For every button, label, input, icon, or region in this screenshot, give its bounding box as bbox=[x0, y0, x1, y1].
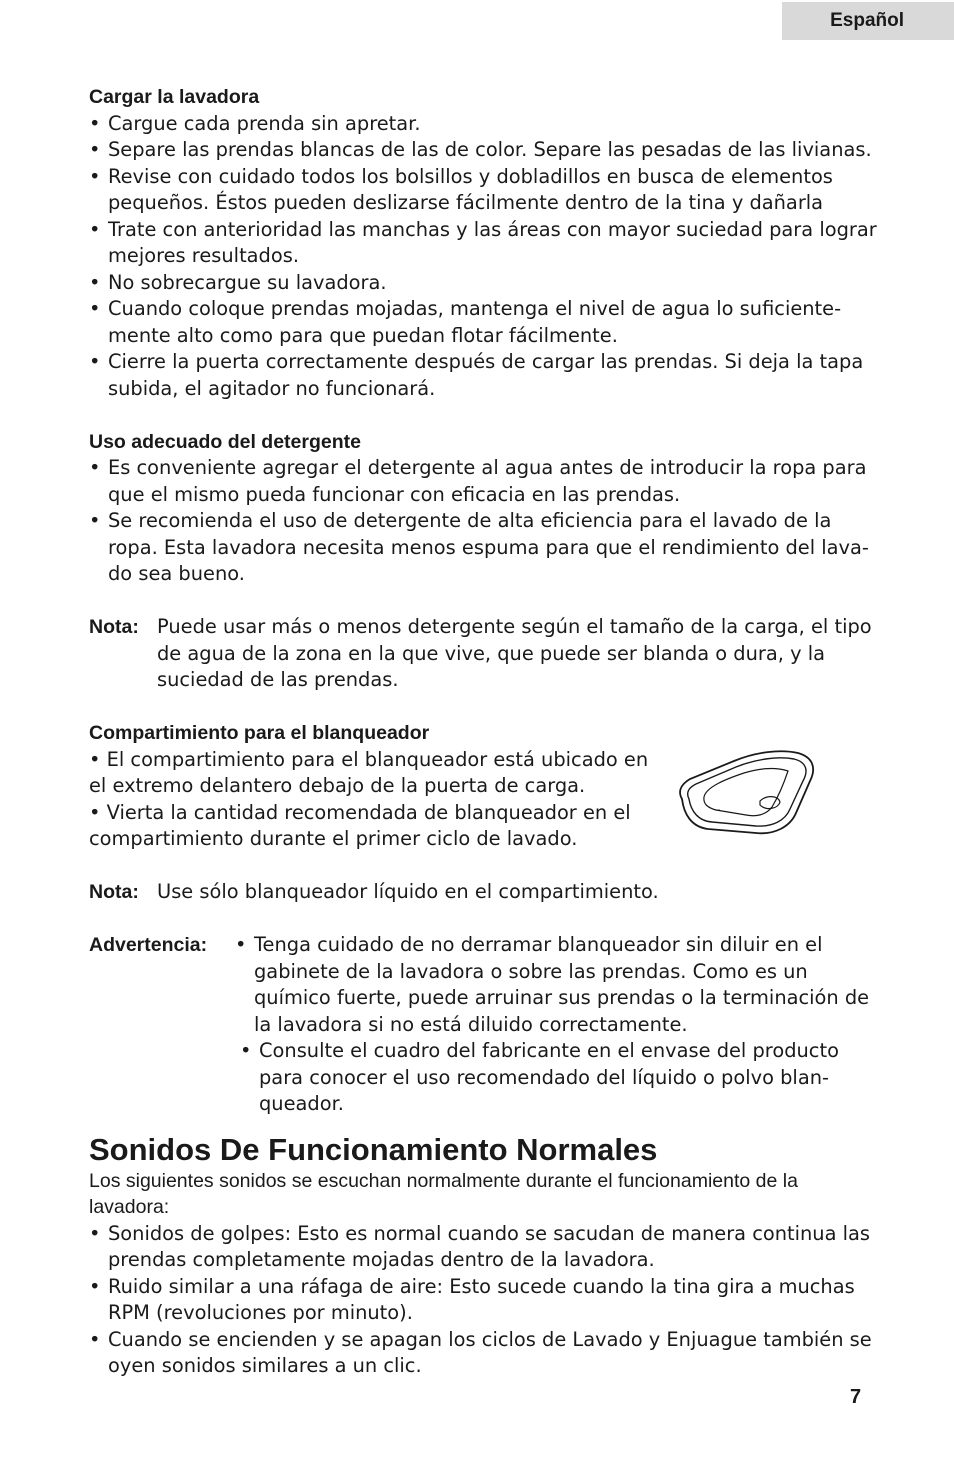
detergent-section bbox=[89, 429, 879, 588]
loading-list bbox=[89, 111, 879, 403]
loading-heading: Cargar la lavadora bbox=[89, 86, 260, 108]
note-text: Use sólo blanqueador líquido en el compartimiento. bbox=[157, 880, 659, 903]
list-item: • Ruido similar a una ráfaga de aire: Esto sucede cuando la tina gira a muchas RPM (revoluciones por minuto). bbox=[89, 1274, 879, 1327]
note-label: Nota: bbox=[89, 616, 139, 638]
bleach-section bbox=[89, 720, 879, 853]
sounds-title: Sonidos De Funcionamiento Normales bbox=[89, 1131, 658, 1167]
list-item: • Revise con cuidado todos los bolsillos y dobladillos en busca de elementos pequeños. Éstos pueden deslizarse fácilmente dentro de la tina y dañarla bbox=[89, 164, 879, 217]
bleach-bullet: • El compartimiento para el blanqueador está ubicado en el extremo delantero debajo de la puerta de carga. bbox=[89, 747, 649, 797]
detergent-note bbox=[89, 614, 879, 694]
list-item: • Se recomienda el uso de detergente de alta eficiencia para el lavado de la ropa. Esta lavadora necesita menos espuma para que el rendimiento del lava-do sea bueno. bbox=[89, 508, 879, 588]
list-item: • Cierre la puerta correctamente después de cargar las prendas. Si deja la tapa subida, el agitador no funcionará. bbox=[89, 349, 879, 402]
note-text: Puede usar más o menos detergente según el tamaño de la carga, el tipo de agua de la zona en la que vive, que puede ser blanda o dura, y la suciedad de las prendas. bbox=[157, 615, 872, 691]
list-item: • Sonidos de golpes: Esto es normal cuando se sacudan de manera continua las prendas completamente mojadas dentro de la lavadora. bbox=[89, 1221, 879, 1274]
list-item: • Cuando coloque prendas mojadas, mantenga el nivel de agua lo suficiente-mente alto como para que puedan flotar fácilmente. bbox=[89, 296, 879, 349]
note-label: Nota: bbox=[89, 881, 139, 903]
warning-list bbox=[235, 932, 879, 1118]
sounds-intro: Los siguientes sonidos se escuchan normalmente durante el funcionamiento de la lavadora: bbox=[89, 1169, 798, 1218]
warning-label: Advertencia: bbox=[89, 934, 208, 956]
spacer bbox=[89, 694, 879, 721]
list-item: • Tenga cuidado de no derramar blanqueador sin diluir en el gabinete de la lavadora o sobre las prendas. Como es un químico fuerte, puede arruinar sus prendas o la terminación de la lavadora si no está diluido correctamente. bbox=[235, 932, 879, 1038]
bleach-heading: Compartimiento para el blanqueador bbox=[89, 722, 430, 744]
spacer bbox=[89, 853, 879, 880]
list-item: • Trate con anterioridad las manchas y las áreas con mayor suciedad para lograr mejores resultados. bbox=[89, 217, 879, 270]
bleach-compartment-illustration bbox=[676, 747, 816, 837]
bleach-row bbox=[89, 747, 879, 853]
list-item: • Es conveniente agregar el detergente al agua antes de introducir la ropa para que el mismo pueda funcionar con eficacia en las prendas. bbox=[89, 455, 879, 508]
spacer bbox=[89, 906, 879, 933]
list-item: • Consulte el cuadro del fabricante en el envase del producto para conocer el uso recomendado del líquido o polvo blan-queador. bbox=[240, 1038, 879, 1118]
loading-section bbox=[89, 84, 879, 402]
bleach-bullet: • Vierta la cantidad recomendada de blanqueador en el compartimiento durante el primer ciclo de lavado. bbox=[89, 800, 631, 850]
page-number: 7 bbox=[850, 1386, 862, 1408]
list-item: • Separe las prendas blancas de las de color. Separe las pesadas de las livianas. bbox=[89, 137, 879, 164]
page-content bbox=[89, 84, 879, 1380]
spacer bbox=[89, 402, 879, 429]
language-tab: Español bbox=[782, 2, 954, 40]
warning-block bbox=[89, 932, 879, 1118]
list-item: • Cargue cada prenda sin apretar. bbox=[89, 111, 879, 138]
list-item: • Cuando se encienden y se apagan los ciclos de Lavado y Enjuague también se oyen sonidos similares a un clic. bbox=[89, 1327, 879, 1380]
sounds-list bbox=[89, 1221, 879, 1380]
bleach-text bbox=[89, 747, 649, 853]
list-item: • No sobrecargue su lavadora. bbox=[89, 270, 879, 297]
spacer bbox=[89, 588, 879, 615]
detergent-heading: Uso adecuado del detergente bbox=[89, 430, 361, 453]
detergent-list bbox=[89, 455, 879, 588]
bleach-note bbox=[89, 879, 879, 906]
